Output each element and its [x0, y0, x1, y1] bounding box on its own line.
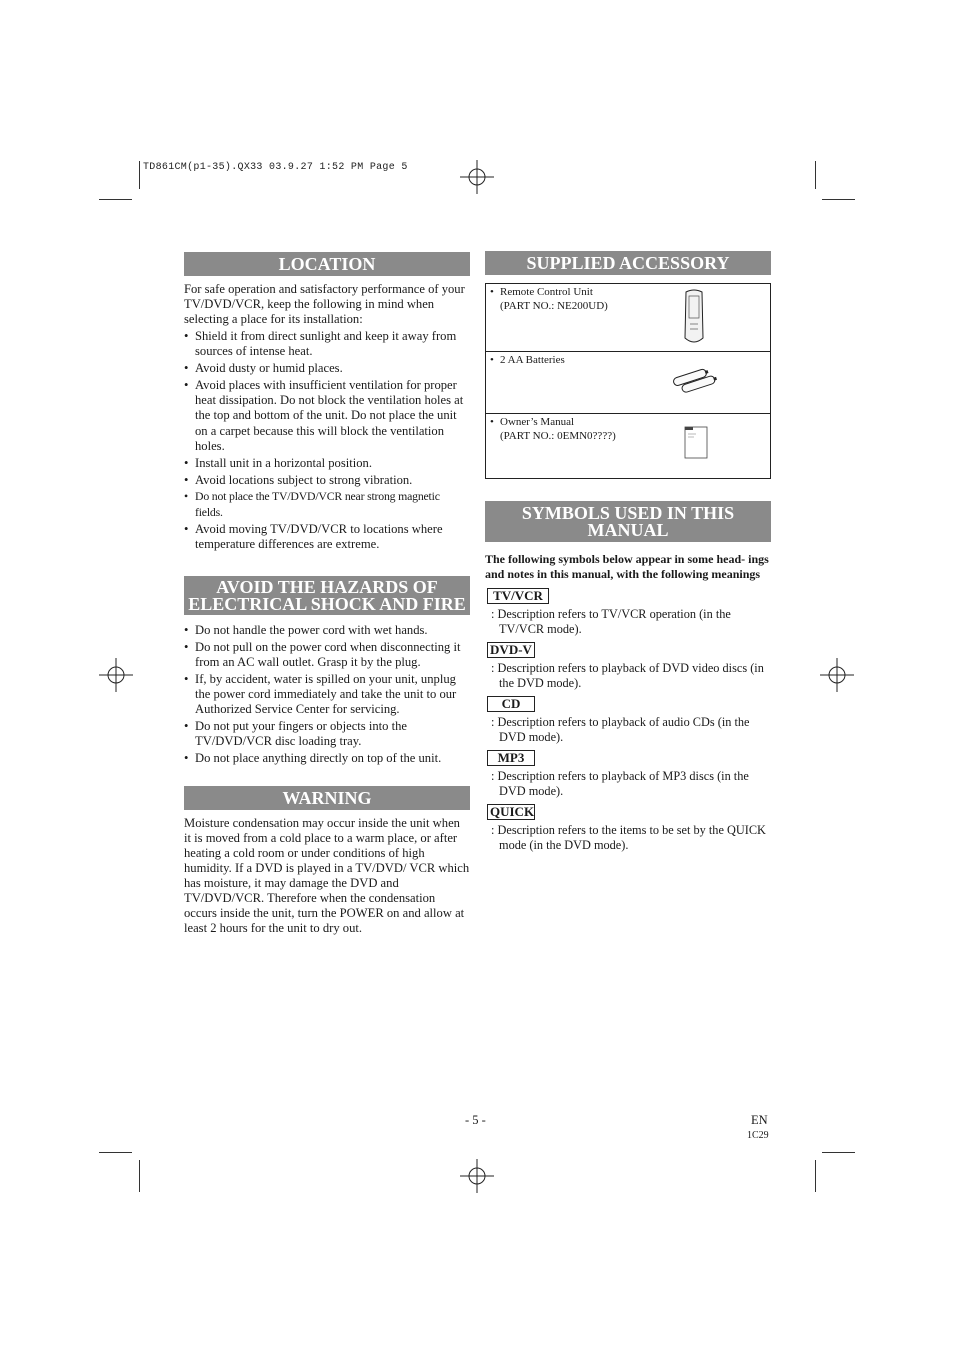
list-item: • Do not pull on the power cord when disconnecting it from an AC wall outlet. Grasp it by the plug. — [184, 640, 470, 670]
accessory-part: (PART NO.: 0EMN0????) — [500, 430, 616, 442]
warning-text: Moisture condensation may occur inside the unit when it is moved from a cold place to a warm place, or after heating a cold room or under conditions of high humidity. If a DVD is played in a TV/DVD/ VCR which has moisture, it may damage the DVD and TV/DVD/VCR. Therefore when the condensation occurs inside the unit, turn the POWER on and allow at least 2 hours for the unit to dry out. — [184, 815, 470, 935]
symbol-item — [485, 587, 771, 637]
crop-mark — [139, 1160, 140, 1192]
crop-mark — [139, 161, 140, 189]
list-item: • Avoid moving TV/DVD/VCR to locations where temperature differences are extreme. — [184, 522, 470, 552]
list-item: • Do not handle the power cord with wet hands. — [184, 623, 470, 638]
list-item: • Avoid locations subject to strong vibration. — [184, 473, 470, 488]
language-code: EN — [751, 1113, 768, 1127]
accessory-table — [485, 283, 771, 479]
symbol-description: : Description refers to playback of MP3 discs (in the DVD mode). — [491, 769, 749, 798]
registration-mark-icon — [460, 1159, 494, 1193]
list-item: • Shield it from direct sunlight and keep it away from sources of intense heat. — [184, 329, 470, 359]
accessory-name: 2 AA Batteries — [500, 354, 565, 366]
symbol-description: : Description refers to playback of DVD video discs (in the DVD mode). — [491, 661, 764, 690]
symbol-item — [485, 803, 771, 853]
list-item: • Do not put your fingers or objects into the TV/DVD/VCR disc loading tray. — [184, 719, 470, 749]
left-column — [184, 252, 470, 936]
list-item: • Avoid dusty or humid places. — [184, 361, 470, 376]
crop-mark — [815, 161, 816, 189]
page-number: - 5 - — [465, 1113, 486, 1127]
registration-mark-icon — [99, 658, 133, 692]
crop-mark — [822, 199, 855, 200]
warning-heading: WARNING — [184, 786, 470, 810]
file-slug: TD861CM(p1-35).QX33 03.9.27 1:52 PM Page 5 — [143, 162, 408, 173]
symbol-label-quick: QUICK — [487, 804, 535, 820]
location-list — [184, 329, 470, 552]
crop-mark — [99, 199, 132, 200]
hazards-list — [184, 623, 470, 767]
symbol-item — [485, 641, 771, 691]
batteries-icon — [670, 366, 720, 394]
accessory-name: Remote Control Unit — [500, 286, 593, 298]
crop-mark — [815, 1160, 816, 1192]
hazards-heading-line2: ELECTRICAL SHOCK AND FIRE — [188, 593, 466, 614]
accessory-row: • Owner’s Manual (PART NO.: 0EMN0????) — [486, 414, 770, 478]
list-item: • Install unit in a horizontal position. — [184, 456, 470, 471]
crop-mark — [822, 1152, 855, 1153]
accessory-part: (PART NO.: NE200UD) — [500, 300, 608, 312]
list-item: • If, by accident, water is spilled on your unit, unplug the power cord immediately and take the unit to our Authorized Service Center for servicing. — [184, 672, 470, 718]
hazards-heading — [184, 576, 470, 615]
hazards-heading-line1: AVOID THE HAZARDS OF — [216, 576, 438, 597]
location-intro: For safe operation and satisfactory performance of your TV/DVD/VCR, keep the following in mind when selecting a place for its installation: — [184, 282, 465, 326]
manual-icon — [684, 426, 710, 460]
registration-mark-icon — [460, 160, 494, 194]
accessory-row: • Remote Control Unit (PART NO.: NE200UD) — [486, 284, 770, 352]
registration-mark-icon — [820, 658, 854, 692]
remote-control-icon — [682, 288, 706, 346]
list-item: • Do not place anything directly on top of the unit. — [184, 751, 470, 766]
symbol-label-tvvcr: TV/VCR — [487, 588, 549, 604]
symbols-heading: SYMBOLS USED IN THIS MANUAL — [485, 501, 771, 542]
symbol-description: : Description refers to the items to be set by the QUICK mode (in the DVD mode). — [491, 823, 766, 852]
crop-mark — [99, 1152, 132, 1153]
document-code: 1C29 — [747, 1130, 769, 1141]
symbol-item — [485, 695, 771, 745]
list-item: • Avoid places with insufficient ventilation for proper heat dissipation. Do not block the ventilation holes at the top and bottom of the unit. Do not place the unit on a carpet because this will block the ventilation holes. — [184, 378, 470, 454]
symbols-intro: The following symbols below appear in some head- ings and notes in this manual, with the following meanings — [485, 552, 769, 581]
symbol-label-dvdv: DVD-V — [487, 642, 535, 658]
right-column — [485, 251, 771, 857]
symbol-label-cd: CD — [487, 696, 535, 712]
symbol-description: : Description refers to playback of audio CDs (in the DVD mode). — [491, 715, 750, 744]
accessory-row: • 2 AA Batteries — [486, 352, 770, 414]
location-heading: LOCATION — [184, 252, 470, 276]
symbol-label-mp3: MP3 — [487, 750, 535, 766]
accessory-heading: SUPPLIED ACCESSORY — [485, 251, 771, 275]
symbol-item — [485, 749, 771, 799]
accessory-name: Owner’s Manual — [500, 416, 575, 428]
symbol-description: : Description refers to TV/VCR operation (in the TV/VCR mode). — [491, 607, 731, 636]
list-item: • Do not place the TV/DVD/VCR near strong magnetic fields. — [184, 489, 470, 519]
